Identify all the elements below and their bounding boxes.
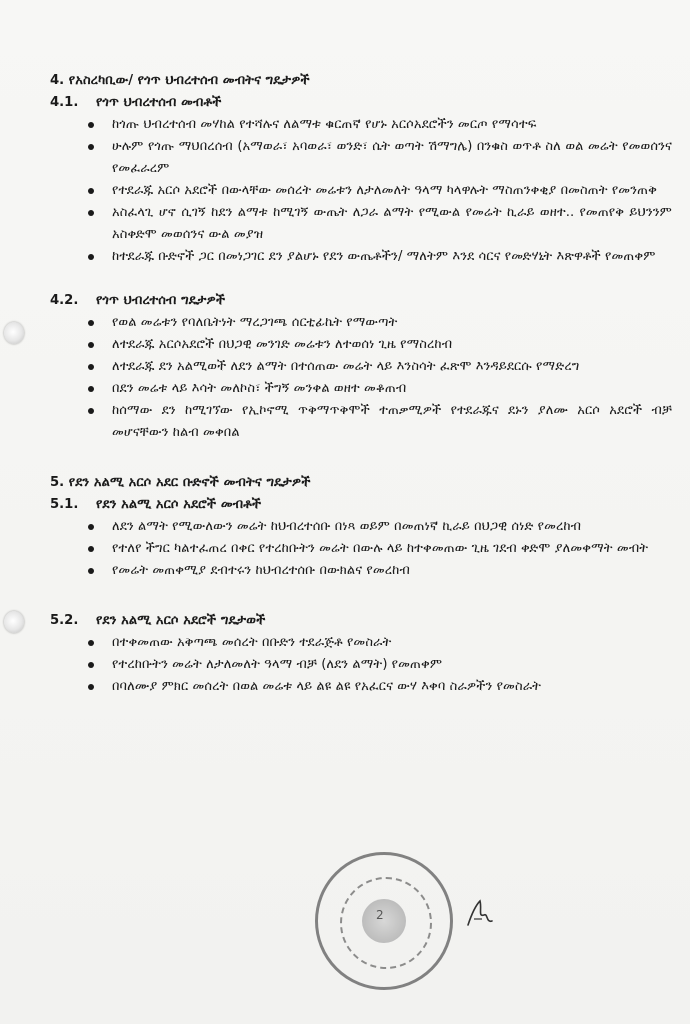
section-title: የጎጥ ህብረተሰብ ግዴታዎች — [96, 293, 226, 308]
list-item: የተለየ ችግር ካልተፈጠረ በቀር የተረከቡትን መሬት በውሉ ላይ ከተቀመጠው ጊዜ ገደብ ቀድሞ ያለመቀማት መብት — [50, 538, 672, 560]
section-5-1-heading — [50, 494, 672, 516]
list-item: ከጎጡ ህብረተሰብ መሃከል የተሻሉና ለልማቱ ቁርጠኛ የሆኑ አርሶአደሮችን መርጦ የማሳተፍ — [50, 114, 672, 136]
official-stamp — [315, 852, 453, 990]
punch-hole-bottom — [4, 611, 24, 633]
section-5-heading: 5. የደን አልሚ አርሶ አደር ቡድኖች መብትና ግዴታዎች — [50, 475, 311, 490]
list-item: ለተደራጁ ደን አልሚወች ለደን ልማት በተሰጠው መሬት ላይ እንስሳት ፈጽሞ እንዳይደርሱ የማድረግ — [50, 356, 672, 378]
list-item: ሁሉም የጎጡ ማህበረሰብ (አማወራ፣ አባወራ፣ ወንድ፣ ሴት ወጣት ሽማግሌ) በንቁስ ወጥቶ ስለ ወል መሬት የመወሰንና የመፈራረም — [50, 136, 672, 180]
section-number: 5.1. — [50, 497, 79, 512]
emblem-icon — [362, 899, 406, 943]
list-item: በተቀመጠው አቅጣጫ መሰረት በቡድን ተደራጅቶ የመስራት — [50, 632, 672, 654]
list-item: ለደን ልማት የሚውለውን መሬት ከህብረተሰቡ በነጻ ወይም በመጠነኛ ኪራይ በህጋዊ ሰነድ የመረከብ — [50, 516, 672, 538]
rights-list — [50, 114, 672, 268]
list-item: ከሰማው ደን ከሚገኘው የኢኮኖሚ ጥቅማጥቅሞች ተጠቃሚዎች የተደራጁና ደኑን ያለሙ አርሶ አደሮች ብቻ መሆናቸውን ከልብ መቀበል — [50, 400, 672, 444]
section-title: የጎጥ ህብረተሰብ መብቶች — [96, 95, 222, 110]
section-4-1-heading — [50, 92, 672, 114]
section-5-2-heading — [50, 610, 672, 632]
list-item: በባለሙያ ምክር መሰረት በወል መሬቱ ላይ ልዩ ልዩ የአፈርና ውሃ እቀባ ስራዎችን የመስራት — [50, 676, 672, 698]
list-item: ለተደራጁ አርሶአደሮች በህጋዊ መንገድ መሬቱን ለተወሰነ ጊዜ የማስረከብ — [50, 334, 672, 356]
list-item: ከተደራጁ ቡድኖች ጋር በመነጋገር ደን ያልሆኑ የደን ውጤቶችን/ ማለትም እንደ ሳርና የመድሃኒት እጽዋቶች የመጠቀም — [50, 246, 672, 268]
section-number: 4.2. — [50, 293, 79, 308]
section-4-heading: 4. የአስረካቢው/ የጎጥ ህብረተሰብ መብትና ግዴታዎች — [50, 73, 310, 88]
list-item: አስፈላጊ ሆኖ ሲገኝ ከደን ልማቱ ከሚገኝ ውጤት ለጋራ ልማት የሚውል የመሬት ኪራይ ወዘተ.. የመጠየቅ ይህንንም አስቀድሞ መወሰንና ውል መያዝ — [50, 202, 672, 246]
obligations-list — [50, 312, 672, 444]
list-item: የተደራጁ አርሶ አደሮች በውላቸው መሰረት መሬቱን ለታለመለት ዓላማ ካላዋሉት ማስጠንቀቂያ በመስጠት የመንጠቅ — [50, 180, 672, 202]
list-item: የወል መሬቱን የባለቤትነት ማረጋገጫ ሰርቲፊኬት የማውጣት — [50, 312, 672, 334]
section-title: የደን አልሚ አርሶ አደሮች ግዴታወች — [96, 613, 266, 628]
rights-list — [50, 516, 672, 582]
section-number: 5.2. — [50, 613, 79, 628]
list-item: በደን መሬቱ ላይ እሳት መለኮስ፣ ችግኝ መንቀል ወዘተ መቆጠብ — [50, 378, 672, 400]
punch-hole-top — [4, 322, 24, 344]
section-title: የደን አልሚ አርሶ አደሮች መብቶች — [96, 497, 262, 512]
page-number: 2 — [376, 908, 384, 922]
list-item: የተረከቡትን መሬት ለታለመለት ዓላማ ብቻ (ለደን ልማት) የመጠቀም — [50, 654, 672, 676]
section-number: 4.1. — [50, 95, 79, 110]
signature-mark — [462, 895, 496, 931]
list-item: የመሬት መጠቀሚያ ደብተሩን ከህብረተሰቡ በውክልና የመረከብ — [50, 560, 672, 582]
section-4-2-heading — [50, 290, 672, 312]
document-body — [50, 70, 672, 698]
obligations-list — [50, 632, 672, 698]
